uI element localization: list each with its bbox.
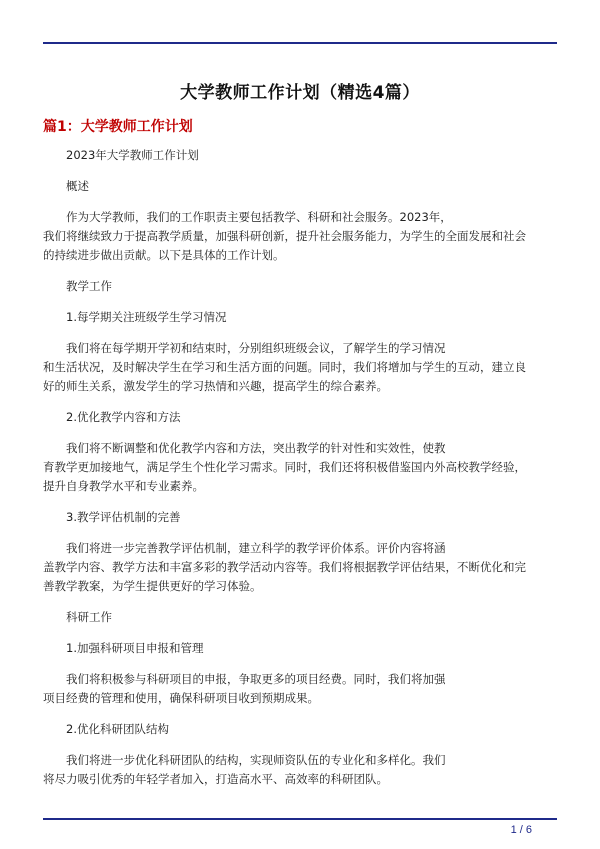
paragraph (43, 208, 557, 265)
top-rule (43, 42, 557, 44)
paragraph (43, 277, 557, 296)
paragraph-line: 盖教学内容、教学方法和丰富多彩的教学活动内容等。我们将根据教学评估结果，不断优化和完 (43, 560, 526, 574)
paragraph (43, 508, 557, 527)
document-body (43, 146, 557, 801)
bottom-rule (43, 818, 557, 820)
paragraph-line: 我们将积极参与科研项目的申报，争取更多的项目经费。同时，我们将加强 (66, 672, 446, 686)
paragraph-line: 作为大学教师，我们的工作职责主要包括教学、科研和社会服务。2023年， (66, 210, 452, 224)
paragraph (43, 439, 557, 496)
paragraph (43, 408, 557, 427)
document-title: 大学教师工作计划（精选4篇） (180, 83, 420, 103)
paragraph-line: 和生活状况，及时解决学生在学习和生活方面的问题。同时，我们将增加与学生的互动，建立良 (43, 360, 526, 374)
paragraph (43, 720, 557, 739)
paragraph-line: 将尽力吸引优秀的年轻学者加入，打造高水平、高效率的科研团队。 (43, 772, 388, 786)
paragraph-line: 好的师生关系，激发学生的学习热情和兴趣，提高学生的综合素养。 (43, 379, 388, 393)
paragraph-line: 概述 (66, 179, 89, 193)
paragraph (43, 177, 557, 196)
paragraph-line: 我们将不断调整和优化教学内容和方法，突出教学的针对性和实效性，使教 (66, 441, 446, 455)
paragraph-line: 科研工作 (66, 610, 112, 624)
paragraph (43, 339, 557, 396)
paragraph (43, 608, 557, 627)
page-number: 1 / 6 (510, 824, 532, 836)
paragraph (43, 751, 557, 789)
paragraph-line: 2.优化教学内容和方法 (66, 410, 181, 424)
paragraph (43, 639, 557, 658)
paragraph-line: 提升自身教学水平和专业素养。 (43, 479, 204, 493)
paragraph-line: 项目经费的管理和使用，确保科研项目收到预期成果。 (43, 691, 319, 705)
paragraph-line: 的持续进步做出贡献。以下是具体的工作计划。 (43, 248, 285, 262)
paragraph-line: 1.加强科研项目申报和管理 (66, 641, 204, 655)
section-heading: 篇1：大学教师工作计划 (43, 119, 193, 135)
paragraph-line: 教学工作 (66, 279, 112, 293)
paragraph-line: 我们将进一步优化科研团队的结构，实现师资队伍的专业化和多样化。我们 (66, 753, 446, 767)
paragraph-line: 我们将继续致力于提高教学质量，加强科研创新，提升社会服务能力，为学生的全面发展和社会 (43, 229, 526, 243)
paragraph-line: 2.优化科研团队结构 (66, 722, 169, 736)
paragraph-line: 3.教学评估机制的完善 (66, 510, 181, 524)
paragraph-line: 我们将在每学期开学初和结束时，分别组织班级会议，了解学生的学习情况 (66, 341, 446, 355)
paragraph-line: 我们将进一步完善教学评估机制，建立科学的教学评价体系。评价内容将涵 (66, 541, 446, 555)
paragraph (43, 539, 557, 596)
paragraph-line: 1.每学期关注班级学生学习情况 (66, 310, 227, 324)
paragraph (43, 308, 557, 327)
paragraph-line: 善教学教案，为学生提供更好的学习体验。 (43, 579, 262, 593)
paragraph (43, 146, 557, 165)
paragraph-line: 2023年大学教师工作计划 (66, 148, 199, 162)
paragraph-line: 育教学更加接地气，满足学生个性化学习需求。同时，我们还将积极借鉴国内外高校教学经验， (43, 460, 526, 474)
paragraph (43, 670, 557, 708)
